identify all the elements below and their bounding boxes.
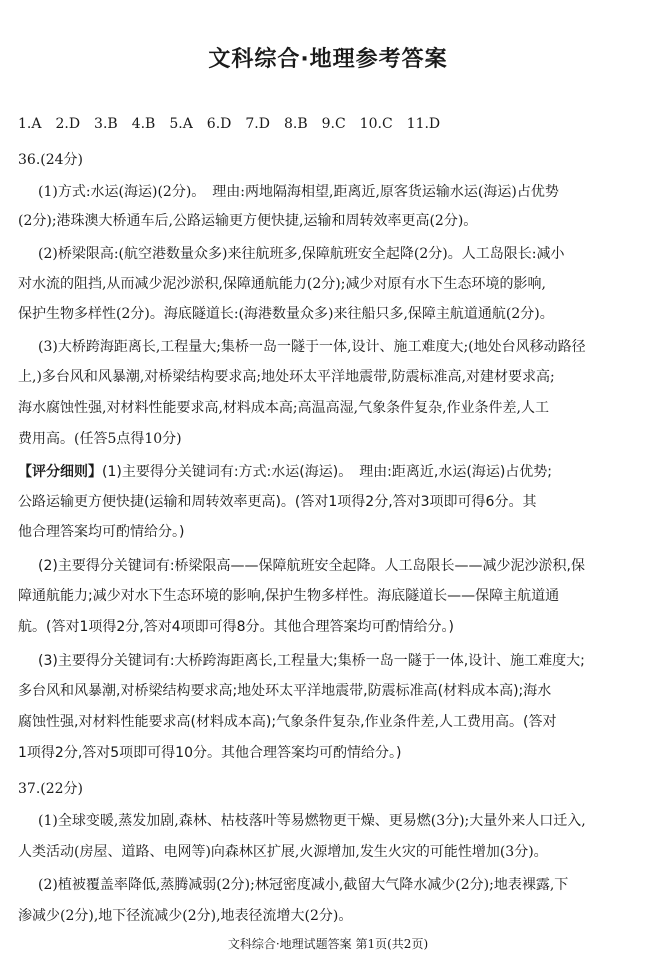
grading-line: 多台风和风暴潮,对桥梁结构要求高;地处环太平洋地震带,防震标准高(材料成本高);海水 <box>18 683 552 699</box>
q36-line: 上,)多台风和风暴潮,对桥梁结构要求高;地处环太平洋地震带,防震标准高,对建材要求高; <box>18 369 555 385</box>
page-footer: 文科综合·地理试题答案 第1页(共2页) <box>227 937 429 951</box>
grading-line: 公路运输更方便快捷(运输和周转效率更高)。(答对1项得2分,答对3项即可得6分。其 <box>18 494 537 510</box>
grading-line <box>18 463 638 481</box>
grading-line: 障通航能力;减少对水下生态环境的影响,保护生物多样性。海底隧道长——保障主航道通 <box>18 588 560 604</box>
grading-line: 他合理答案均可酌情给分。) <box>18 524 185 540</box>
grading-line: 航。(答对1项得2分,答对4项即可得8分。其他合理答案均可酌情给分。) <box>18 619 455 635</box>
q36-header: 36.(24分) <box>18 152 84 168</box>
q37-line: (2)植被覆盖率降低,蒸腾减弱(2分);林冠密度减小,截留大气降水减少(2分);地表裸露,下 <box>38 877 569 893</box>
q36-line: 海水腐蚀性强,对材料性能要求高,材料成本高;高温高湿,气象条件复杂,作业条件差,人工 <box>18 400 549 416</box>
q36-line: (2分);港珠澳大桥通车后,公路运输更方便快捷,运输和周转效率更高(2分)。 <box>18 213 478 229</box>
q37-line: (1)全球变暖,蒸发加剧,森林、枯枝落叶等易燃物更干燥、更易燃(3分);大量外来人口迁入, <box>38 813 586 829</box>
grading-line: 腐蚀性强,对材料性能要求高(材料成本高);气象条件复杂,作业条件差,人工费用高。(答对 <box>18 714 557 730</box>
q36-line: 保护生物多样性(2分)。海底隧道长:(海港数量众多)来往船只多,保障主航道通航(2分)。 <box>18 306 554 322</box>
q37-header: 37.(22分) <box>18 781 84 797</box>
grading-line: 1项得2分,答对5项即可得10分。其他合理答案均可酌情给分。) <box>18 745 402 761</box>
q36-line: 对水流的阻挡,从而减少泥沙淤积,保障通航能力(2分);减少对原有水下生态环境的影响, <box>18 276 546 292</box>
q36-line: (3)大桥跨海距离长,工程量大;集桥一岛一隧于一体,设计、施工难度大;(地处台风移动路径 <box>38 339 586 355</box>
grading-line: (3)主要得分关键词有:大桥跨海距离长,工程量大;集桥一岛一隧于一体,设计、施工难度大; <box>38 653 585 669</box>
q36-line: (2)桥梁限高:(航空港数量众多)来往航班多,保障航班安全起降(2分)。人工岛限长:减小 <box>38 246 565 262</box>
grading-line: (2)主要得分关键词有:桥梁限高——保障航班安全起降。人工岛限长——减少泥沙淤积,保 <box>38 558 585 574</box>
grading-text: (1)主要得分关键词有:方式:水运(海运)。 理由:距离近,水运(海运)占优势; <box>102 464 552 480</box>
page-title: 文科综合·地理参考答案 <box>208 47 448 72</box>
q37-line: 人类活动(房屋、道路、电网等)向森林区扩展,火源增加,发生火灾的可能性增加(3分)。 <box>18 844 548 860</box>
grading-label: 【评分细则】 <box>18 464 102 480</box>
mc-answers: 1.A 2.D 3.B 4.B 5.A 6.D 7.D 8.B 9.C 10.C 11.D <box>18 116 441 132</box>
q36-line: (1)方式:水运(海运)(2分)。 理由:两地隔海相望,距离近,原客货运输水运(海运)占优势 <box>38 184 559 200</box>
q37-line: 渗减少(2分),地下径流减少(2分),地表径流增大(2分)。 <box>18 908 353 924</box>
q36-line: 费用高。(任答5点得10分) <box>18 431 182 447</box>
